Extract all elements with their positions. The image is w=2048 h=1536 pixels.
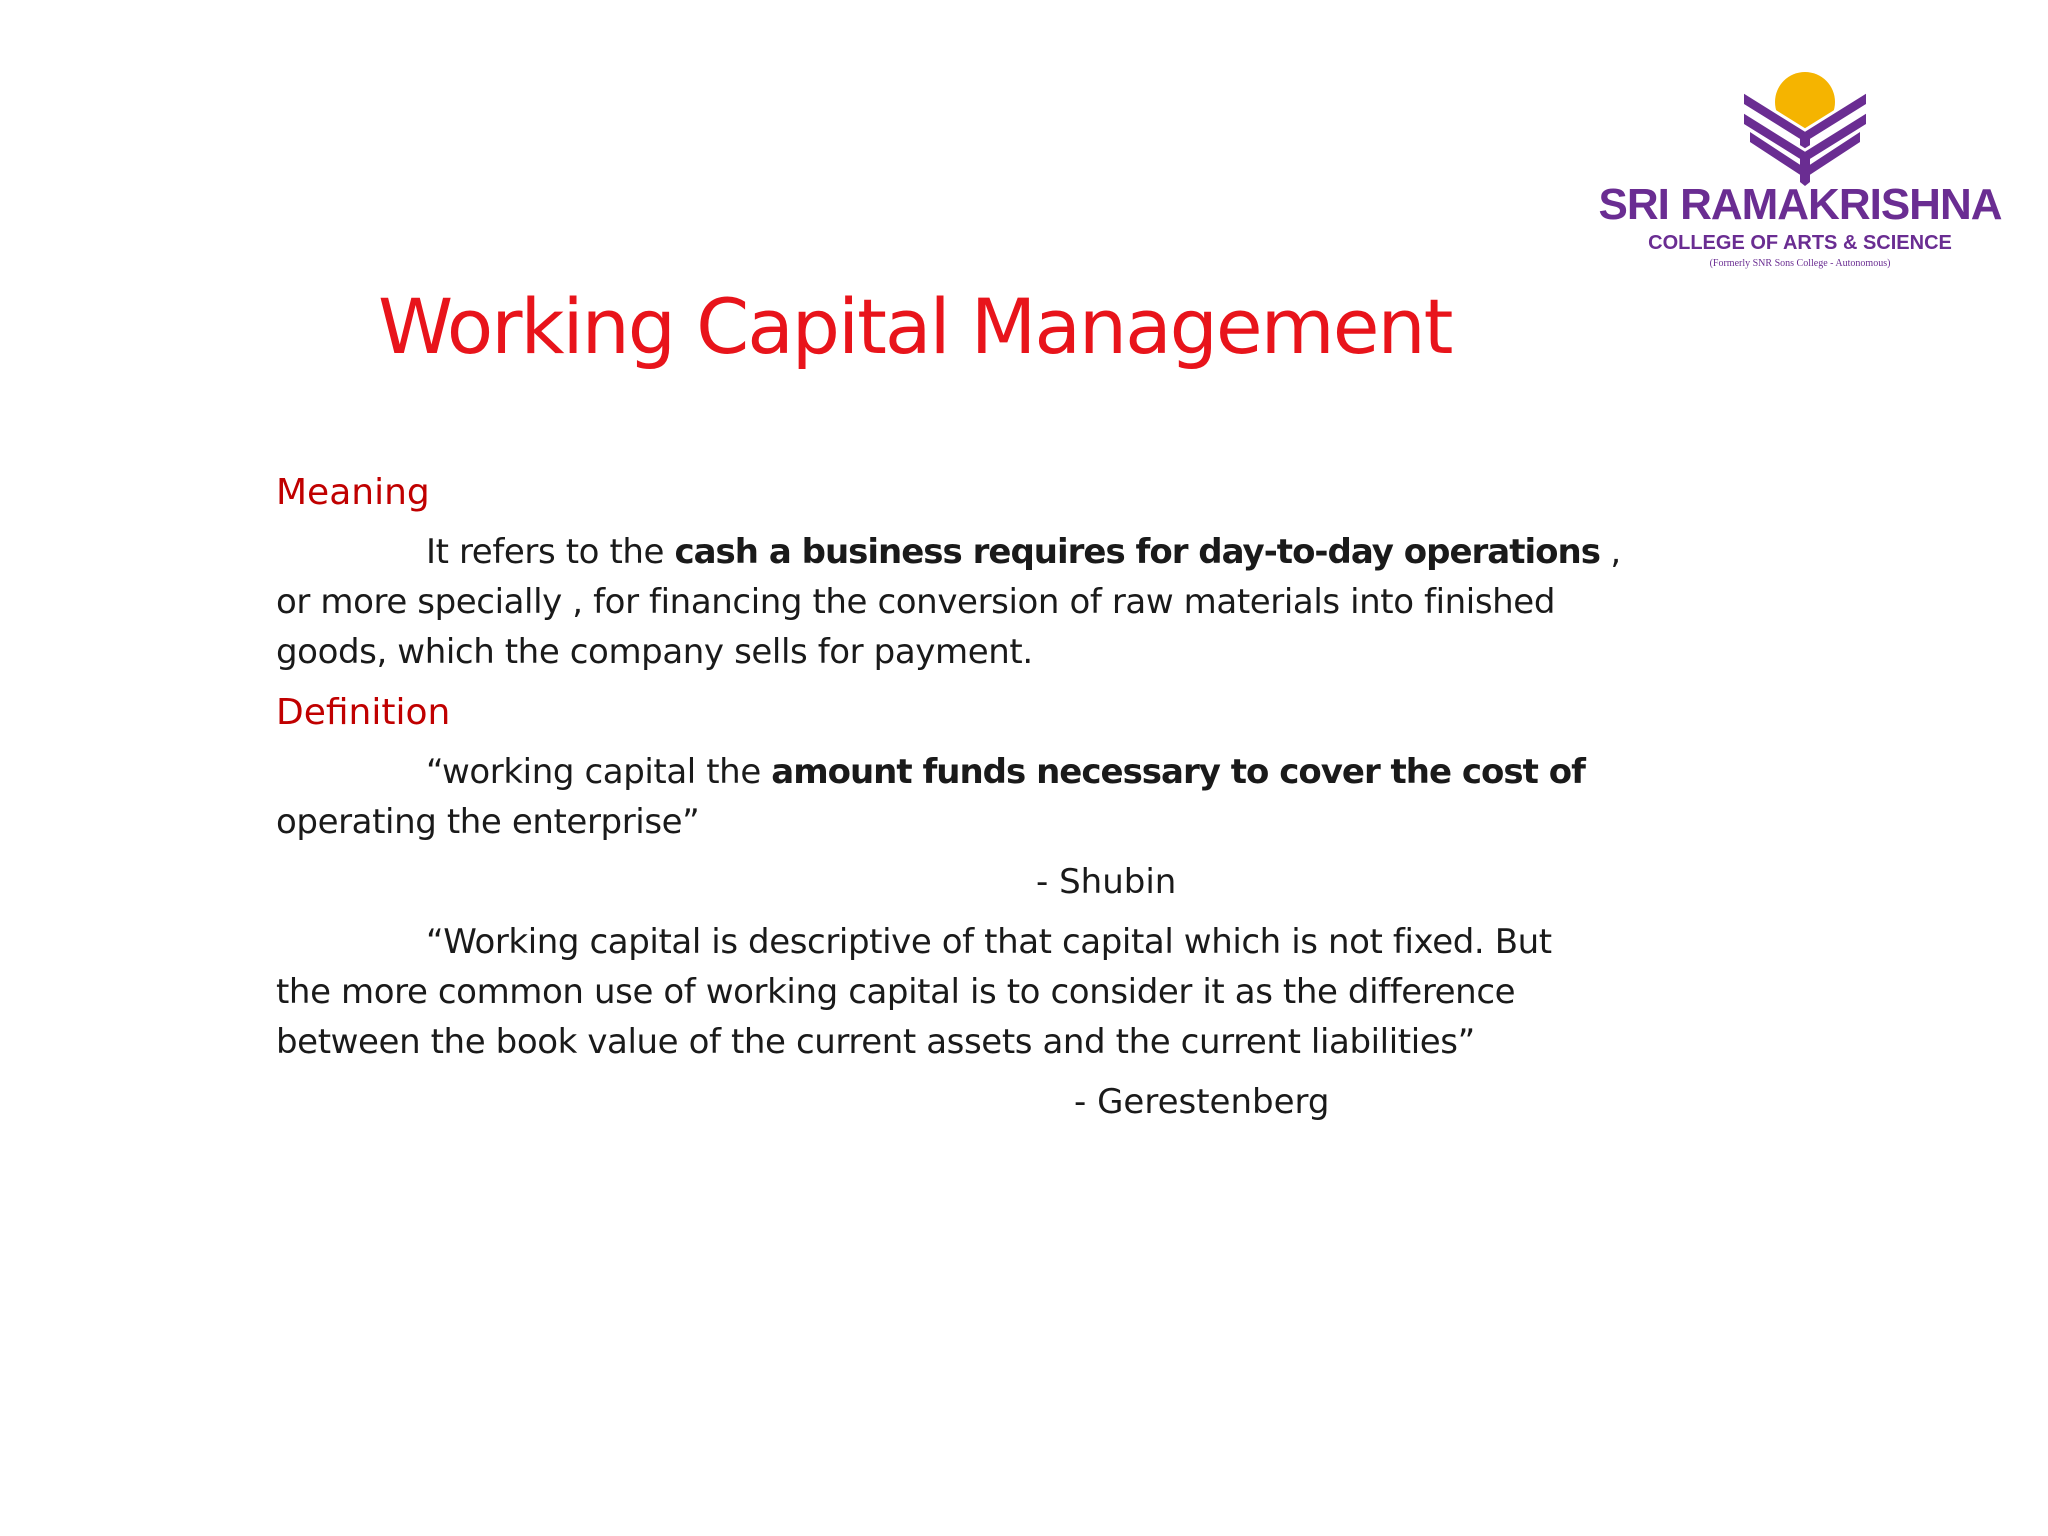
quote2-line-2: the more common use of working capital is to consider it as the difference [276,972,1516,1012]
meaning-line-2: or more specially , for financing the conversion of raw materials into finished [276,582,1556,622]
college-logo [1590,70,2010,280]
slide-title: Working Capital Management [378,282,1452,371]
meaning-line-3: goods, which the company sells for payment. [276,632,1033,672]
quote1-line-2: operating the enterprise” [276,802,700,842]
quote1-line-1-pre: “working capital the [426,752,772,792]
quote2-author: - Gerestenberg [1074,1082,1330,1122]
college-note: (Formerly SNR Sons College - Autonomous) [1709,258,1891,269]
book-sun-icon [1740,70,1870,190]
meaning-line-1-pre: It refers to the [426,532,675,572]
quote1-line-1-bold: amount funds necessary to cover the cost of [771,752,1585,792]
quote1-line-1 [426,752,1585,792]
college-subtitle: COLLEGE OF ARTS & SCIENCE [1648,232,1952,254]
college-name: SRI RAMAKRISHNA [1598,180,2002,229]
meaning-line-1 [426,532,1621,572]
quote2-line-1: “Working capital is descriptive of that capital which is not fixed. But [426,922,1552,962]
meaning-line-1-post: , [1599,532,1621,572]
meaning-line-1-bold: cash a business requires for day-to-day operations [674,532,1600,572]
quote2-line-3: between the book value of the current assets and the current liabilities” [276,1022,1475,1062]
definition-heading: Definition [276,692,451,733]
meaning-heading: Meaning [276,472,430,513]
quote1-author: - Shubin [1036,862,1177,902]
